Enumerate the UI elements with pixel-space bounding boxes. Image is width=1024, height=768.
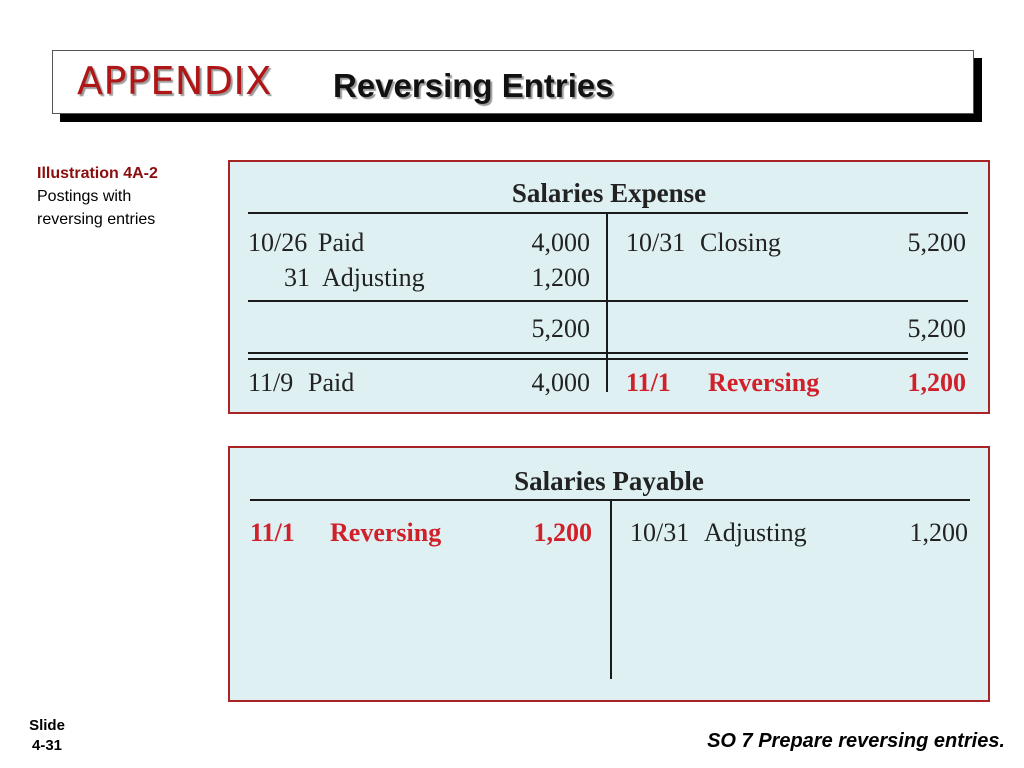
- reversing-desc: Reversing: [708, 368, 820, 397]
- title-box: [52, 50, 974, 114]
- double-rule-top: [248, 352, 968, 354]
- slide-title: Reversing Entries: [333, 67, 614, 104]
- credit-amount: 1,200: [909, 518, 968, 547]
- credit-date: 10/31: [626, 228, 686, 257]
- slide-label-text: Slide: [29, 717, 65, 734]
- debit-total: 5,200: [531, 314, 590, 343]
- illustration-caption: [37, 162, 207, 231]
- reversing-amount: 1,200: [907, 368, 966, 397]
- slide-number-text: 4-31: [31, 737, 63, 754]
- debit-desc: Paid: [318, 228, 365, 257]
- slide-number: [27, 716, 67, 756]
- reversing-amount: 1,200: [533, 518, 592, 547]
- appendix-label: APPENDIX: [77, 59, 272, 103]
- salaries-payable-account: [228, 446, 990, 702]
- credit-desc: Adjusting: [704, 518, 807, 547]
- debit-amount: 4,000: [531, 368, 590, 397]
- total-rule: [248, 300, 968, 302]
- account-top-rule: [248, 212, 968, 214]
- salaries-expense-account: [228, 160, 990, 414]
- credit-desc: Closing: [700, 228, 781, 257]
- debit-date: 31: [284, 263, 310, 292]
- debit-desc: Adjusting: [322, 263, 425, 292]
- illustration-description: Postings with reversing entries: [37, 188, 156, 228]
- salaries-expense-title: Salaries Expense: [511, 178, 707, 208]
- account-center-rule: [606, 212, 608, 392]
- credit-total: 5,200: [907, 314, 966, 343]
- debit-date: 11/9: [248, 368, 294, 397]
- debit-amount: 1,200: [531, 263, 590, 292]
- double-rule-bottom: [248, 358, 968, 360]
- reversing-date: 11/1: [250, 518, 295, 547]
- credit-date: 10/31: [630, 518, 690, 547]
- reversing-date: 11/1: [626, 368, 671, 397]
- study-objective: SO 7 Prepare reversing entries.: [707, 730, 1005, 752]
- debit-amount: 4,000: [531, 228, 590, 257]
- debit-desc: Paid: [308, 368, 355, 397]
- credit-amount: 5,200: [907, 228, 966, 257]
- illustration-number: Illustration 4A-2: [37, 165, 158, 182]
- debit-date: 10/26: [248, 228, 308, 257]
- salaries-payable-title: Salaries Payable: [514, 466, 704, 496]
- reversing-desc: Reversing: [330, 518, 442, 547]
- account-center-rule: [610, 499, 612, 679]
